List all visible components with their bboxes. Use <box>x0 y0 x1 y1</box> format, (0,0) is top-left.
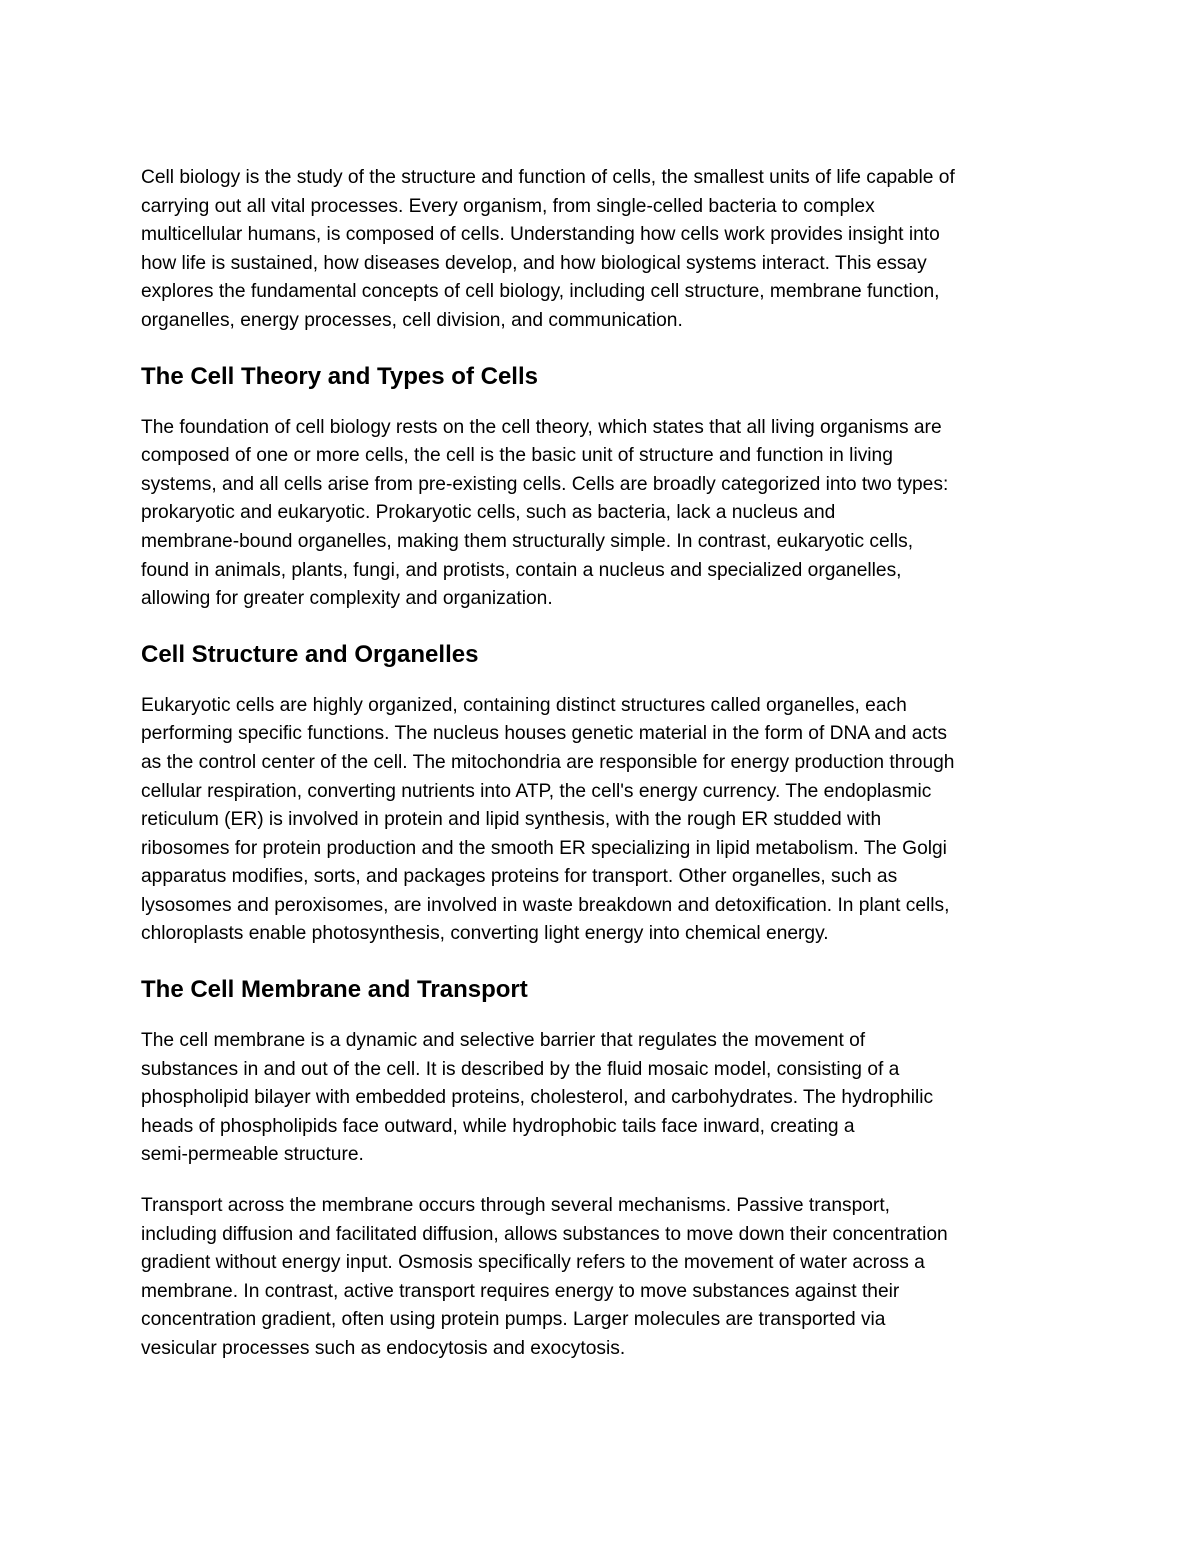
text-line: Transport across the membrane occurs through several mechanisms. Passive transport, <box>141 1195 890 1217</box>
text-line: performing specific functions. The nucleus houses genetic material in the form of DNA and acts <box>141 723 947 745</box>
text-line: membrane. In contrast, active transport requires energy to move substances against their <box>141 1280 900 1302</box>
text-line: heads of phospholipids face outward, while hydrophobic tails face inward, creating a <box>141 1115 855 1137</box>
text-line: chloroplasts enable photosynthesis, converting light energy into chemical energy. <box>141 923 829 945</box>
text-line: vesicular processes such as endocytosis and exocytosis. <box>141 1338 626 1359</box>
text-line: concentration gradient, often using protein pumps. Larger molecules are transported via <box>141 1309 886 1331</box>
text-line: allowing for greater complexity and organization. <box>141 588 553 610</box>
text-line: composed of one or more cells, the cell is the basic unit of structure and function in living <box>141 445 893 467</box>
text-line: including diffusion and facilitated diffusion, allows substances to move down their concentration <box>141 1223 948 1245</box>
text-line: semi-permeable structure. <box>141 1144 364 1166</box>
intro-paragraph <box>141 164 1063 336</box>
text-line: reticulum (ER) is involved in protein and lipid synthesis, with the rough ER studded with <box>141 809 882 831</box>
text-line: The cell membrane is a dynamic and selective barrier that regulates the movement of <box>141 1030 866 1052</box>
section-heading-membrane: The Cell Membrane and Transport <box>141 976 528 1004</box>
transport-paragraph <box>141 1192 1063 1364</box>
text-line: prokaryotic and eukaryotic. Prokaryotic cells, such as bacteria, lack a nucleus and <box>141 502 836 524</box>
text-line: how life is sustained, how diseases develop, and how biological systems interact. This essay <box>141 252 927 274</box>
section-heading-cell-theory: The Cell Theory and Types of Cells <box>141 362 538 390</box>
text-line: lysosomes and peroxisomes, are involved in waste breakdown and detoxification. In plant cells, <box>141 894 950 916</box>
text-line: Eukaryotic cells are highly organized, containing distinct structures called organelles, each <box>141 694 907 716</box>
text-line: The foundation of cell biology rests on the cell theory, which states that all living organisms are <box>141 416 942 438</box>
organelles-paragraph <box>141 692 1063 949</box>
cell-theory-paragraph <box>141 414 1063 614</box>
text-line: as the control center of the cell. The mitochondria are responsible for energy production through <box>141 751 955 773</box>
document-page <box>141 164 1063 1364</box>
membrane-paragraph <box>141 1027 1063 1170</box>
text-line: multicellular humans, is composed of cells. Understanding how cells work provides insight into <box>141 224 940 246</box>
text-line: systems, and all cells arise from pre-existing cells. Cells are broadly categorized into two types: <box>141 473 949 495</box>
text-line: carrying out all vital processes. Every organism, from single-celled bacteria to complex <box>141 195 875 217</box>
text-line: apparatus modifies, sorts, and packages proteins for transport. Other organelles, such as <box>141 866 898 888</box>
text-line: ribosomes for protein production and the smooth ER specializing in lipid metabolism. The Golgi <box>141 837 947 859</box>
text-line: membrane-bound organelles, making them structurally simple. In contrast, eukaryotic cells, <box>141 530 914 552</box>
text-line: explores the fundamental concepts of cell biology, including cell structure, membrane function, <box>141 281 940 303</box>
text-line: substances in and out of the cell. It is described by the fluid mosaic model, consisting of a <box>141 1058 900 1080</box>
section-heading-organelles: Cell Structure and Organelles <box>141 640 479 668</box>
text-line: Cell biology is the study of the structure and function of cells, the smallest units of life capable of <box>141 167 955 188</box>
text-line: gradient without energy input. Osmosis specifically refers to the movement of water across a <box>141 1252 925 1274</box>
text-line: organelles, energy processes, cell division, and communication. <box>141 309 683 331</box>
text-line: cellular respiration, converting nutrients into ATP, the cell's energy currency. The endoplasmic <box>141 780 932 802</box>
text-line: phospholipid bilayer with embedded proteins, cholesterol, and carbohydrates. The hydrophilic <box>141 1087 934 1109</box>
text-line: found in animals, plants, fungi, and protists, contain a nucleus and specialized organelles, <box>141 559 902 581</box>
